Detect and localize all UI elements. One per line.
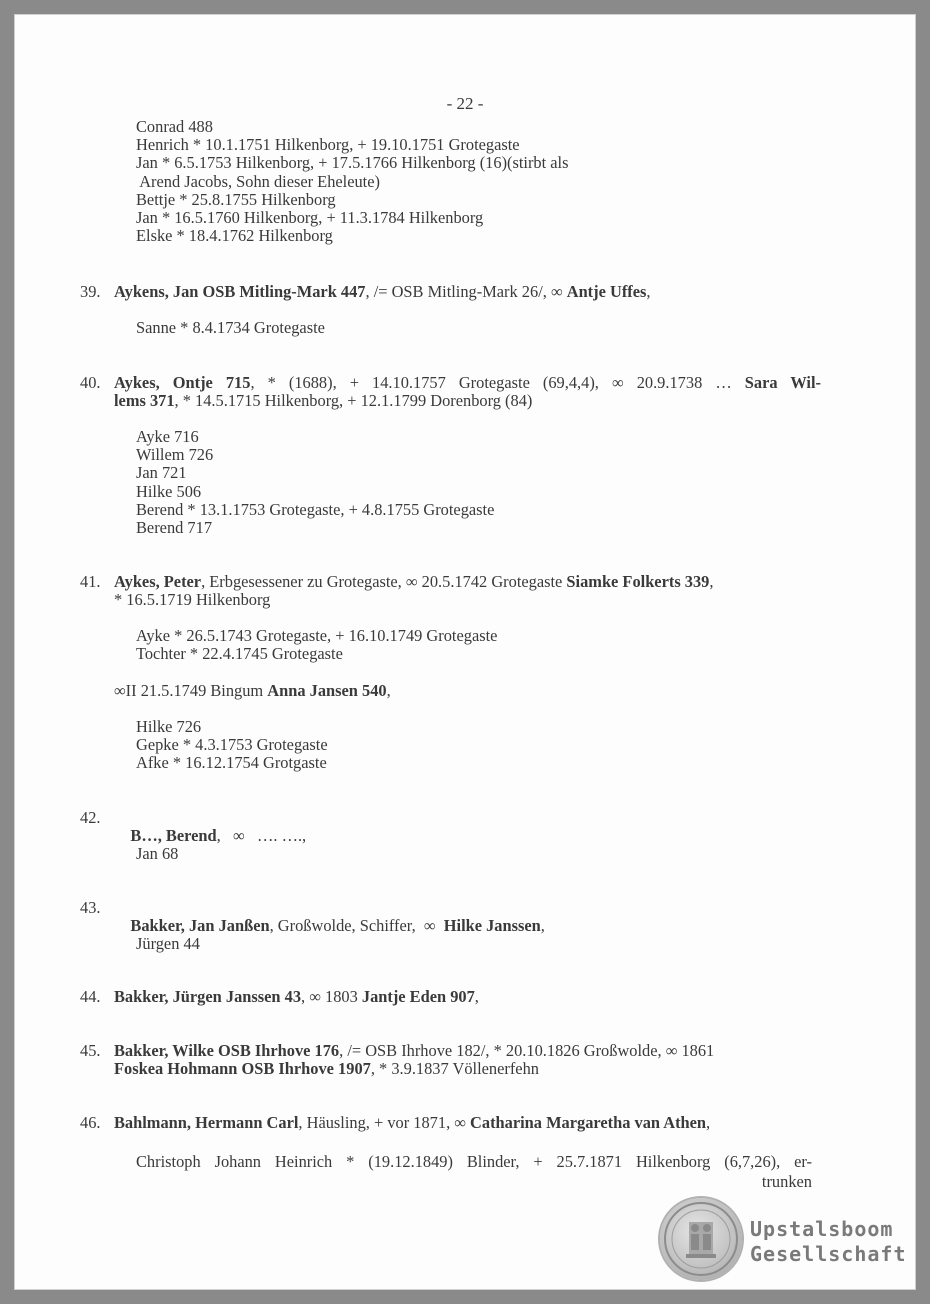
entry-number: 45. <box>80 1041 101 1060</box>
child-line: Christoph Johann Heinrich * (19.12.1849) Blinder, + 25.7.1871 Hilkenborg (6,7,26), er- <box>136 1152 812 1171</box>
entry-details: , Erbgesessener zu Grotegaste, ∞ 20.5.1742 Grotegaste <box>201 572 567 591</box>
entry-43-children <box>136 935 200 953</box>
person-name: Aykes, Ontje 715 <box>114 373 251 392</box>
entry-details: , * (1688), + 14.10.1757 Grotegaste (69,4,4), ∞ 20.9.1738 … <box>250 373 745 392</box>
child-line: Jan * 6.5.1753 Hilkenborg, + 17.5.1766 Hilkenborg (16)(stirbt als <box>136 153 569 173</box>
child-line: Bettje * 25.8.1755 Hilkenborg <box>136 189 336 209</box>
entry-44-heading <box>114 988 479 1006</box>
child-line: Elske * 18.4.1762 Hilkenborg <box>136 226 333 246</box>
person-name: Bakker, Wilke OSB Ihrhove 176 <box>114 1041 340 1060</box>
page-number: - 22 - <box>446 94 484 113</box>
entry-details: , Großwolde, Schiffer, ∞ <box>269 916 444 936</box>
child-line: Jürgen 44 <box>136 934 200 953</box>
entry-46-children <box>136 1153 812 1191</box>
entry-number: 39. <box>80 282 101 301</box>
entry-details: , ∞ …. …., <box>216 826 307 846</box>
spouse-name-cont: lems 371 <box>114 391 175 411</box>
entry-41-children-2 <box>136 718 328 773</box>
entry-details: , * 14.5.1715 Hilkenborg, + 12.1.1799 Dorenborg (84) <box>174 391 533 411</box>
entry-details: , /= OSB Mitling-Mark 26/, ∞ <box>365 282 567 301</box>
society-seal-logo <box>660 1198 742 1280</box>
society-logo-text <box>750 1217 907 1267</box>
punct: , <box>709 572 714 591</box>
child-line: Jan 68 <box>136 844 179 863</box>
child-line: Hilke 506 <box>136 481 202 501</box>
child-line: Ayke 716 <box>136 427 199 446</box>
person-name: Bahlmann, Hermann Carl <box>114 1113 299 1132</box>
entry-39-heading <box>114 283 651 301</box>
entry-46-heading <box>114 1114 710 1132</box>
document-page <box>14 14 916 1290</box>
entry-number: 40. <box>80 373 101 392</box>
child-line: Hilke 726 <box>136 717 202 736</box>
person-name: Bakker, Jürgen Janssen 43 <box>114 987 302 1006</box>
punct: , <box>646 282 651 301</box>
child-line-cont: trunken <box>761 1172 812 1192</box>
entry-41-second-marriage <box>114 682 391 700</box>
entry-39-children <box>136 319 325 337</box>
entry-number: 44. <box>80 987 101 1006</box>
entry-details: , * 3.9.1837 Völlenerfehn <box>370 1059 539 1079</box>
entry-number: 46. <box>80 1113 101 1132</box>
entry-details: * 16.5.1719 Hilkenborg <box>114 590 271 610</box>
child-line: Willem 726 <box>136 445 214 465</box>
child-line: Tochter * 22.4.1745 Grotegaste <box>136 644 343 664</box>
spouse-name: Siamke Folkerts 339 <box>566 572 710 591</box>
entry-45-heading <box>114 1042 714 1078</box>
child-line: Gepke * 4.3.1753 Grotegaste <box>136 735 328 755</box>
entry-38-children <box>136 118 568 245</box>
marriage-details: ∞II 21.5.1749 Bingum <box>114 681 268 700</box>
child-line: Ayke * 26.5.1743 Grotegaste, + 16.10.1749 Grotegaste <box>136 626 498 645</box>
entry-41-heading <box>114 573 714 609</box>
punct: , <box>474 987 479 1006</box>
person-name: Aykes, Peter <box>114 572 202 591</box>
child-line: Afke * 16.12.1754 Grotgaste <box>136 753 327 773</box>
child-line: Berend 717 <box>136 517 213 537</box>
entry-41-children-1 <box>136 627 497 663</box>
person-name: Bakker, Jan Janßen <box>130 916 270 936</box>
spouse-name: Jantje Eden 907 <box>361 987 475 1006</box>
entry-number: 43. <box>80 898 101 917</box>
punct: , <box>540 916 545 936</box>
spouse-name: Sara Wil- <box>744 373 821 392</box>
entry-40-children <box>136 428 494 537</box>
spouse-name: Foskea Hohmann OSB Ihrhove 1907 <box>114 1059 371 1079</box>
logo-line: Upstalsboom <box>750 1217 894 1241</box>
spouse-name: Hilke Janssen <box>443 916 541 936</box>
entry-42-children <box>136 845 178 863</box>
spouse-name: Antje Uffes <box>566 282 647 301</box>
child-line: Berend * 13.1.1753 Grotegaste, + 4.8.1755 Grotegaste <box>136 499 495 519</box>
entry-details: , /= OSB Ihrhove 182/, * 20.10.1826 Großwolde, ∞ 1861 <box>339 1041 715 1060</box>
child-line: Jan * 16.5.1760 Hilkenborg, + 11.3.1784 Hilkenborg <box>136 207 484 227</box>
child-line: Sanne * 8.4.1734 Grotegaste <box>136 318 325 337</box>
person-name: Aykens, Jan OSB Mitling-Mark 447 <box>114 282 366 301</box>
child-line: Conrad 488 <box>136 117 213 136</box>
entry-40-heading <box>114 374 821 410</box>
entry-details: , Häusling, + vor 1871, ∞ <box>298 1113 471 1132</box>
spouse-name: Catharina Margaretha van Athen <box>470 1113 707 1132</box>
child-line: Jan 721 <box>136 463 187 483</box>
punct: , <box>386 681 391 700</box>
entry-number: 42. <box>80 808 101 827</box>
entry-number: 41. <box>80 572 101 591</box>
logo-line: Gesellschaft <box>750 1242 907 1266</box>
child-line: Arend Jacobs, Sohn dieser Eheleute) <box>136 171 380 191</box>
entry-details: , ∞ 1803 <box>301 987 362 1006</box>
punct: , <box>706 1113 711 1132</box>
person-name: B…, Berend <box>130 826 217 846</box>
spouse-name: Anna Jansen 540 <box>267 681 387 700</box>
child-line: Henrich * 10.1.1751 Hilkenborg, + 19.10.1751 Grotegaste <box>136 135 520 155</box>
